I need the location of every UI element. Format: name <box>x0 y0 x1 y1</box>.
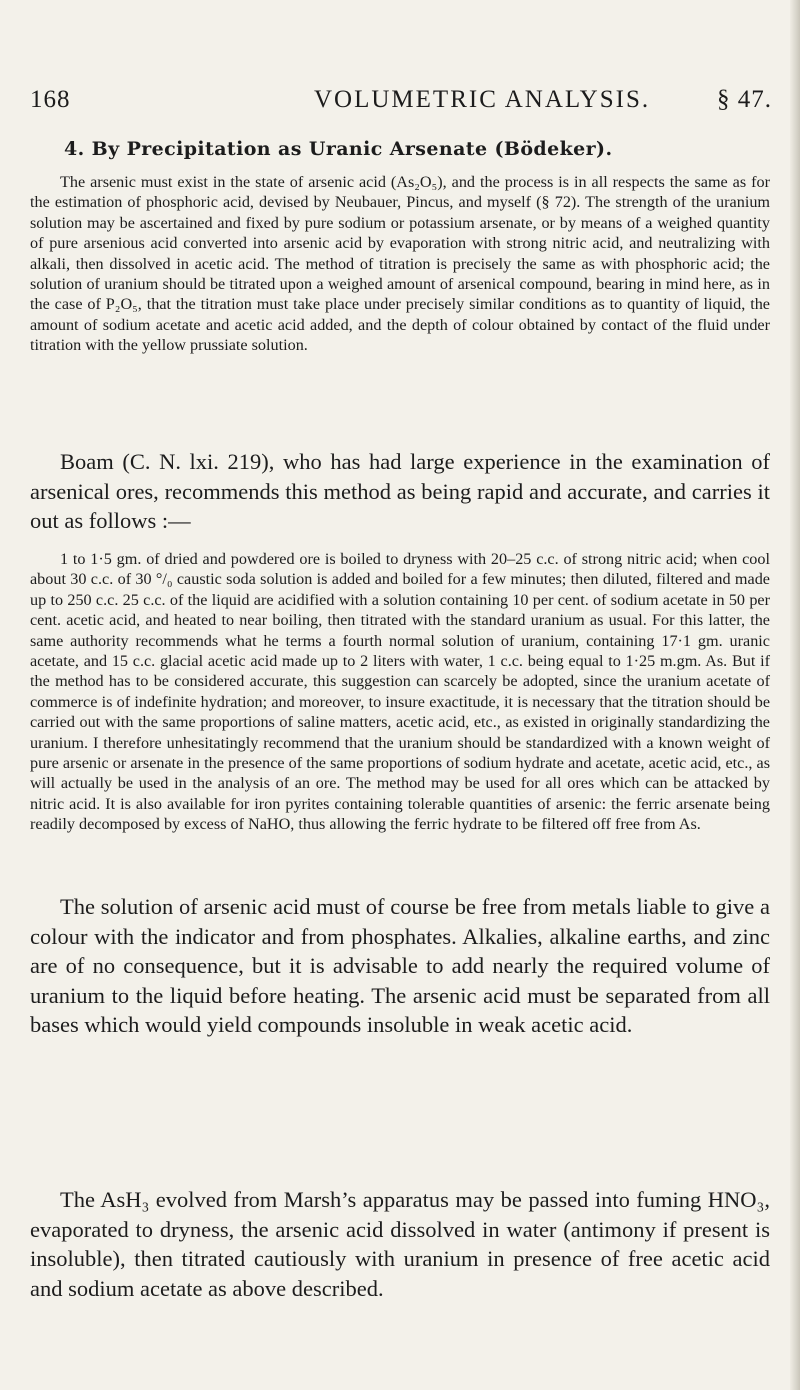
running-header <box>30 86 772 116</box>
running-title: VOLUMETRIC ANALYSIS. <box>314 86 651 113</box>
paragraph-marsh-apparatus: The AsH₃ evolved from Marsh’s apparatus may be passed into fuming HNO₃, evaporated to dryness, the arsenic acid dissolved in water (antimony if present is insoluble), then titrated cautiously with uranium in presence of free acetic acid and sodium acetate as above described. <box>30 1187 770 1301</box>
page-number: 168 <box>30 86 71 113</box>
section-heading: 4. By Precipitation as Uranic Arsenate (Bödeker). <box>64 138 613 160</box>
paragraph-method-description: The arsenic must exist in the state of arsenic acid (As₂O₅), and the process is in all respects the same as for the estimation of phosphoric acid, devised by Neubauer, Pincus, and myself (§ 72). The strength of the uranium solution may be ascertained and fixed by pure sodium or potassium arsenate, or by means of a weighed quantity of pure arsenious acid converted into arsenic acid by evaporation with strong nitric acid, and neutralizing with alkali, then dissolved in acetic acid. The method of titration is precisely the same as with phosphoric acid; the solution of uranium should be titrated upon a weighed amount of arsenical compound, bearing in mind here, as in the case of P₂O₅, that the titration must take place under precisely similar conditions as to quantity of liquid, the amount of sodium acetate and acetic acid added, and the depth of colour obtained by contact of the fluid under titration with the yellow prussiate solution. <box>30 173 770 355</box>
paragraph-boam-intro: Boam (C. N. lxi. 219), who has had large experience in the examination of arsenical ores, recommends this method as being rapid and accurate, and carries it out as follows :— <box>30 449 770 533</box>
section-number: § 47. <box>717 86 772 113</box>
page-edge-shadow <box>790 0 800 1390</box>
paragraph-solution-purity: The solution of arsenic acid must of course be free from metals liable to give a colour with the indicator and from phosphates. Alkalies, alkaline earths, and zinc are of no consequence, but it is advisable to add nearly the required volume of uranium to the liquid before heating. The arsenic acid must be separated from all bases which would yield compounds insoluble in weak acetic acid. <box>30 894 770 1037</box>
paragraph-boam-procedure: 1 to 1·5 gm. of dried and powdered ore is boiled to dryness with 20–25 c.c. of strong nitric acid; when cool about 30 c.c. of 30 °/₀ caustic soda solution is added and boiled for a few minutes; then diluted, filtered and made up to 250 c.c. 25 c.c. of the liquid are acidified with a solution containing 10 per cent. of sodium acetate in 50 per cent. acetic acid, and heated to near boiling, then titrated with the standard uranium as usual. For this latter, the same authority recommends what he terms a fourth normal solution of uranium, containing 17·1 gm. uranic acetate, and 15 c.c. glacial acetic acid made up to 2 liters with water, 1 c.c. being equal to 1·25 m.gm. As. But if the method has to be considered accurate, this suggestion can scarcely be adopted, since the uranium acetate of commerce is of indefinite hydration; and moreover, to insure exactitude, it is necessary that the titration should be carried out with the same proportions of saline matters, acetic acid, etc., as existed in originally standardizing the uranium. I therefore unhesitatingly recommend that the uranium should be standardized with a known weight of pure arsenic or arsenate in the presence of the same proportions of sodium hydrate and acetate, acetic acid, etc., as will actually be used in the analysis of an ore. The method may be used for all ores which can be attacked by nitric acid. It is also available for iron pyrites containing tolerable quantities of arsenic: the ferric arsenate being readily decomposed by excess of NaHO, thus allowing the ferric hydrate to be filtered off free from As. <box>30 550 770 834</box>
